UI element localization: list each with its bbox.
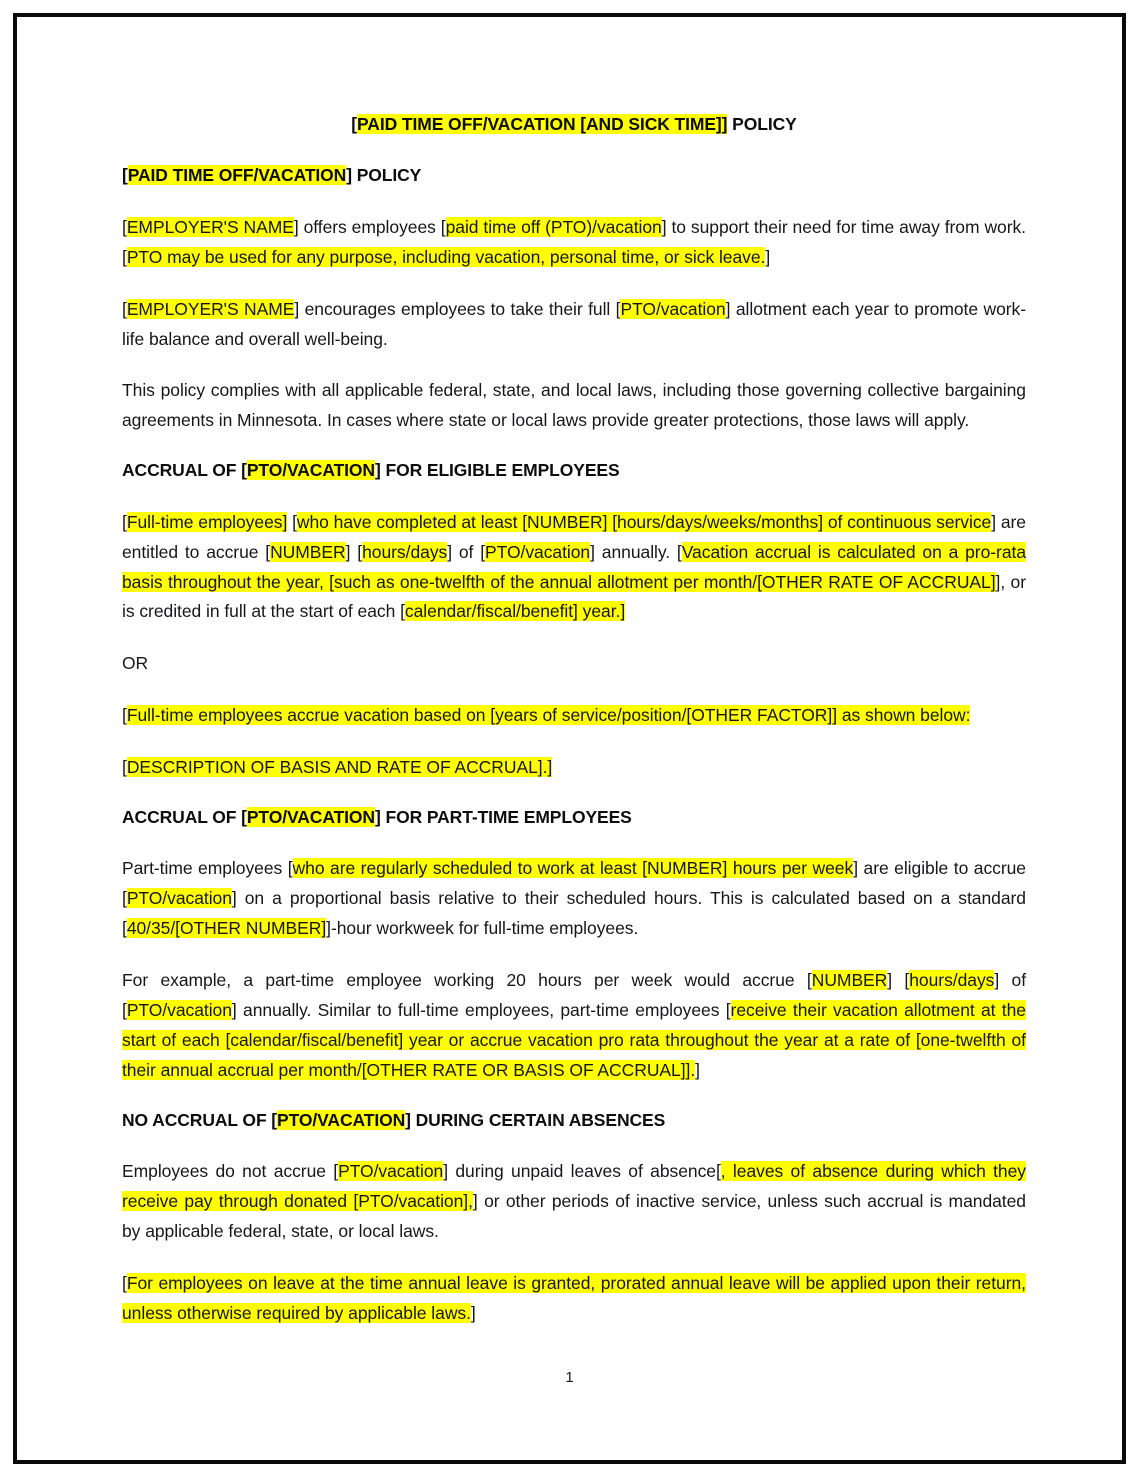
para-fulltime-accrual-alt: [Full-time employees accrue vacation based on [years of service/position/[OTHER FACTOR]] as shown below: <box>122 705 971 726</box>
document-body <box>122 112 1026 1329</box>
document-blocks <box>122 163 1026 1329</box>
heading-pto-vacation-policy: [PAID TIME OFF/VACATION] POLICY <box>122 165 422 186</box>
para-employer-encourages: [EMPLOYER'S NAME] encourages employees to take their full [PTO/vacation] allotment each year to promote work-life balance and overall well-being. <box>122 298 1027 349</box>
highlighted-text: , leaves of absence during which they receive pay through donated [PTO/vacation], <box>122 1161 1026 1212</box>
para-or: OR <box>122 653 149 674</box>
para-fulltime-accrual: [Full-time employees] [who have completed at least [NUMBER] [hours/days/weeks/months] of continuous service] are entitled to accrue [NUMBER] [hours/days] of [PTO/vacation] annually. [Vacation accrual is calculated on a pro-rata basis throughout the year, [such as one-twelfth of the annual allotment per month/[OTHER RATE OF ACCRUAL]], or is credited in full at the start of each [calendar/fiscal/benefit] year.] <box>122 511 1026 622</box>
highlighted-text: PTO/vacation <box>620 298 726 319</box>
document-title: [PAID TIME OFF/VACATION [AND SICK TIME]] POLICY <box>351 114 797 134</box>
highlighted-text: Full-time employees] <box>126 511 288 532</box>
highlighted-text: PTO/VACATION <box>246 807 375 828</box>
highlighted-text: PAID TIME OFF/VACATION [AND SICK TIME]] <box>357 114 728 134</box>
highlighted-text: Full-time employees accrue vacation based on [years of service/position/[OTHER FACTOR]] as shown below: <box>126 705 971 726</box>
para-employer-offers: [EMPLOYER'S NAME] offers employees [paid time off (PTO)/vacation] to support their need for time away from work. [PTO may be used for any purpose, including vacation, personal time, or sick leave.] <box>122 216 1026 267</box>
highlighted-text: Vacation accrual is calculated on a pro-rata basis throughout the year, [such as one-twelfth of the annual allotment per month/[OTHER RATE OF ACCRUAL] <box>122 541 1026 592</box>
highlighted-text: hours/days <box>909 970 995 991</box>
highlighted-text: PTO/VACATION <box>246 460 375 481</box>
highlighted-text: who are regularly scheduled to work at least [NUMBER] hours per week <box>292 858 854 879</box>
document-page-frame <box>13 13 1126 1464</box>
highlighted-text: who have completed at least [NUMBER] [hours/days/weeks/months] of continuous service <box>296 511 992 532</box>
highlighted-text: EMPLOYER'S NAME <box>126 216 294 237</box>
highlighted-text: 40/35/[OTHER NUMBER] <box>126 918 327 939</box>
para-leave-prorated: [For employees on leave at the time annual leave is granted, prorated annual leave will be applied upon their return, unless otherwise required by applicable laws.] <box>122 1273 1026 1323</box>
para-parttime-eligibility: Part-time employees [who are regularly scheduled to work at least [NUMBER] hours per week] are eligible to accrue [PTO/vacation] on a proportional basis relative to their scheduled hours. This is calculated based on a standard [40/35/[OTHER NUMBER]]-hour workweek for full-time employees. <box>122 858 1026 939</box>
highlighted-text: PTO/vacation <box>485 541 591 562</box>
highlighted-text: PAID TIME OFF/VACATION <box>127 165 347 186</box>
highlighted-text: PTO/vacation <box>126 888 232 909</box>
highlighted-text: hours/days <box>362 541 448 562</box>
para-parttime-example: For example, a part-time employee working 20 hours per week would accrue [NUMBER] [hours/days] of [PTO/vacation] annually. Similar to full-time employees, part-time employees [receive their vacation allotment at the start of each [calendar/fiscal/benefit] year or accrue vacation pro rata throughout the year at a rate of [one-twelfth of their annual accrual per month/[OTHER RATE OR BASIS OF ACCRUAL]].] <box>122 970 1027 1081</box>
highlighted-text: paid time off (PTO)/vacation <box>445 216 662 237</box>
highlighted-text: receive their vacation allotment at the start of each [calendar/fiscal/benefit] year or accrue vacation pro rata throughout the year at a rate of [one-twelfth of their annual accrual per month/[OTHER RATE OR BASIS OF ACCRUAL]]. <box>122 1000 1026 1081</box>
highlighted-text: PTO/vacation <box>338 1161 444 1182</box>
highlighted-text: NUMBER <box>811 970 888 991</box>
para-compliance: This policy complies with all applicable federal, state, and local laws, including those governing collective bargaining agreements in Minnesota. In cases where state or local laws provide greater protections, those laws will apply. <box>122 380 1026 431</box>
para-no-accrual-unpaid: Employees do not accrue [PTO/vacation] during unpaid leaves of absence[, leaves of absence during which they receive pay through donated [PTO/vacation],] or other periods of inactive service, unless such accrual is mandated by applicable federal, state, or local laws. <box>122 1161 1026 1242</box>
heading-no-accrual: NO ACCRUAL OF [PTO/VACATION] DURING CERTAIN ABSENCES <box>122 1109 666 1130</box>
heading-accrual-eligible: ACCRUAL OF [PTO/VACATION] FOR ELIGIBLE EMPLOYEES <box>122 460 620 481</box>
highlighted-text: PTO may be used for any purpose, including vacation, personal time, or sick leave. <box>126 246 766 267</box>
para-description-basis: [DESCRIPTION OF BASIS AND RATE OF ACCRUAL].] <box>122 757 553 778</box>
page-number: 1 <box>565 1369 574 1386</box>
highlighted-text: PTO/vacation <box>126 1000 232 1021</box>
highlighted-text: PTO/VACATION <box>277 1109 406 1130</box>
highlighted-text: calendar/fiscal/benefit] year.] <box>404 601 626 622</box>
highlighted-text: NUMBER <box>270 541 346 562</box>
highlighted-text: For employees on leave at the time annual leave is granted, prorated annual leave will be applied upon their return, unless otherwise required by applicable laws. <box>122 1273 1026 1323</box>
highlighted-text: DESCRIPTION OF BASIS AND RATE OF ACCRUAL].] <box>126 757 553 778</box>
heading-accrual-parttime: ACCRUAL OF [PTO/VACATION] FOR PART-TIME EMPLOYEES <box>122 807 632 828</box>
highlighted-text: EMPLOYER'S NAME <box>126 298 295 319</box>
